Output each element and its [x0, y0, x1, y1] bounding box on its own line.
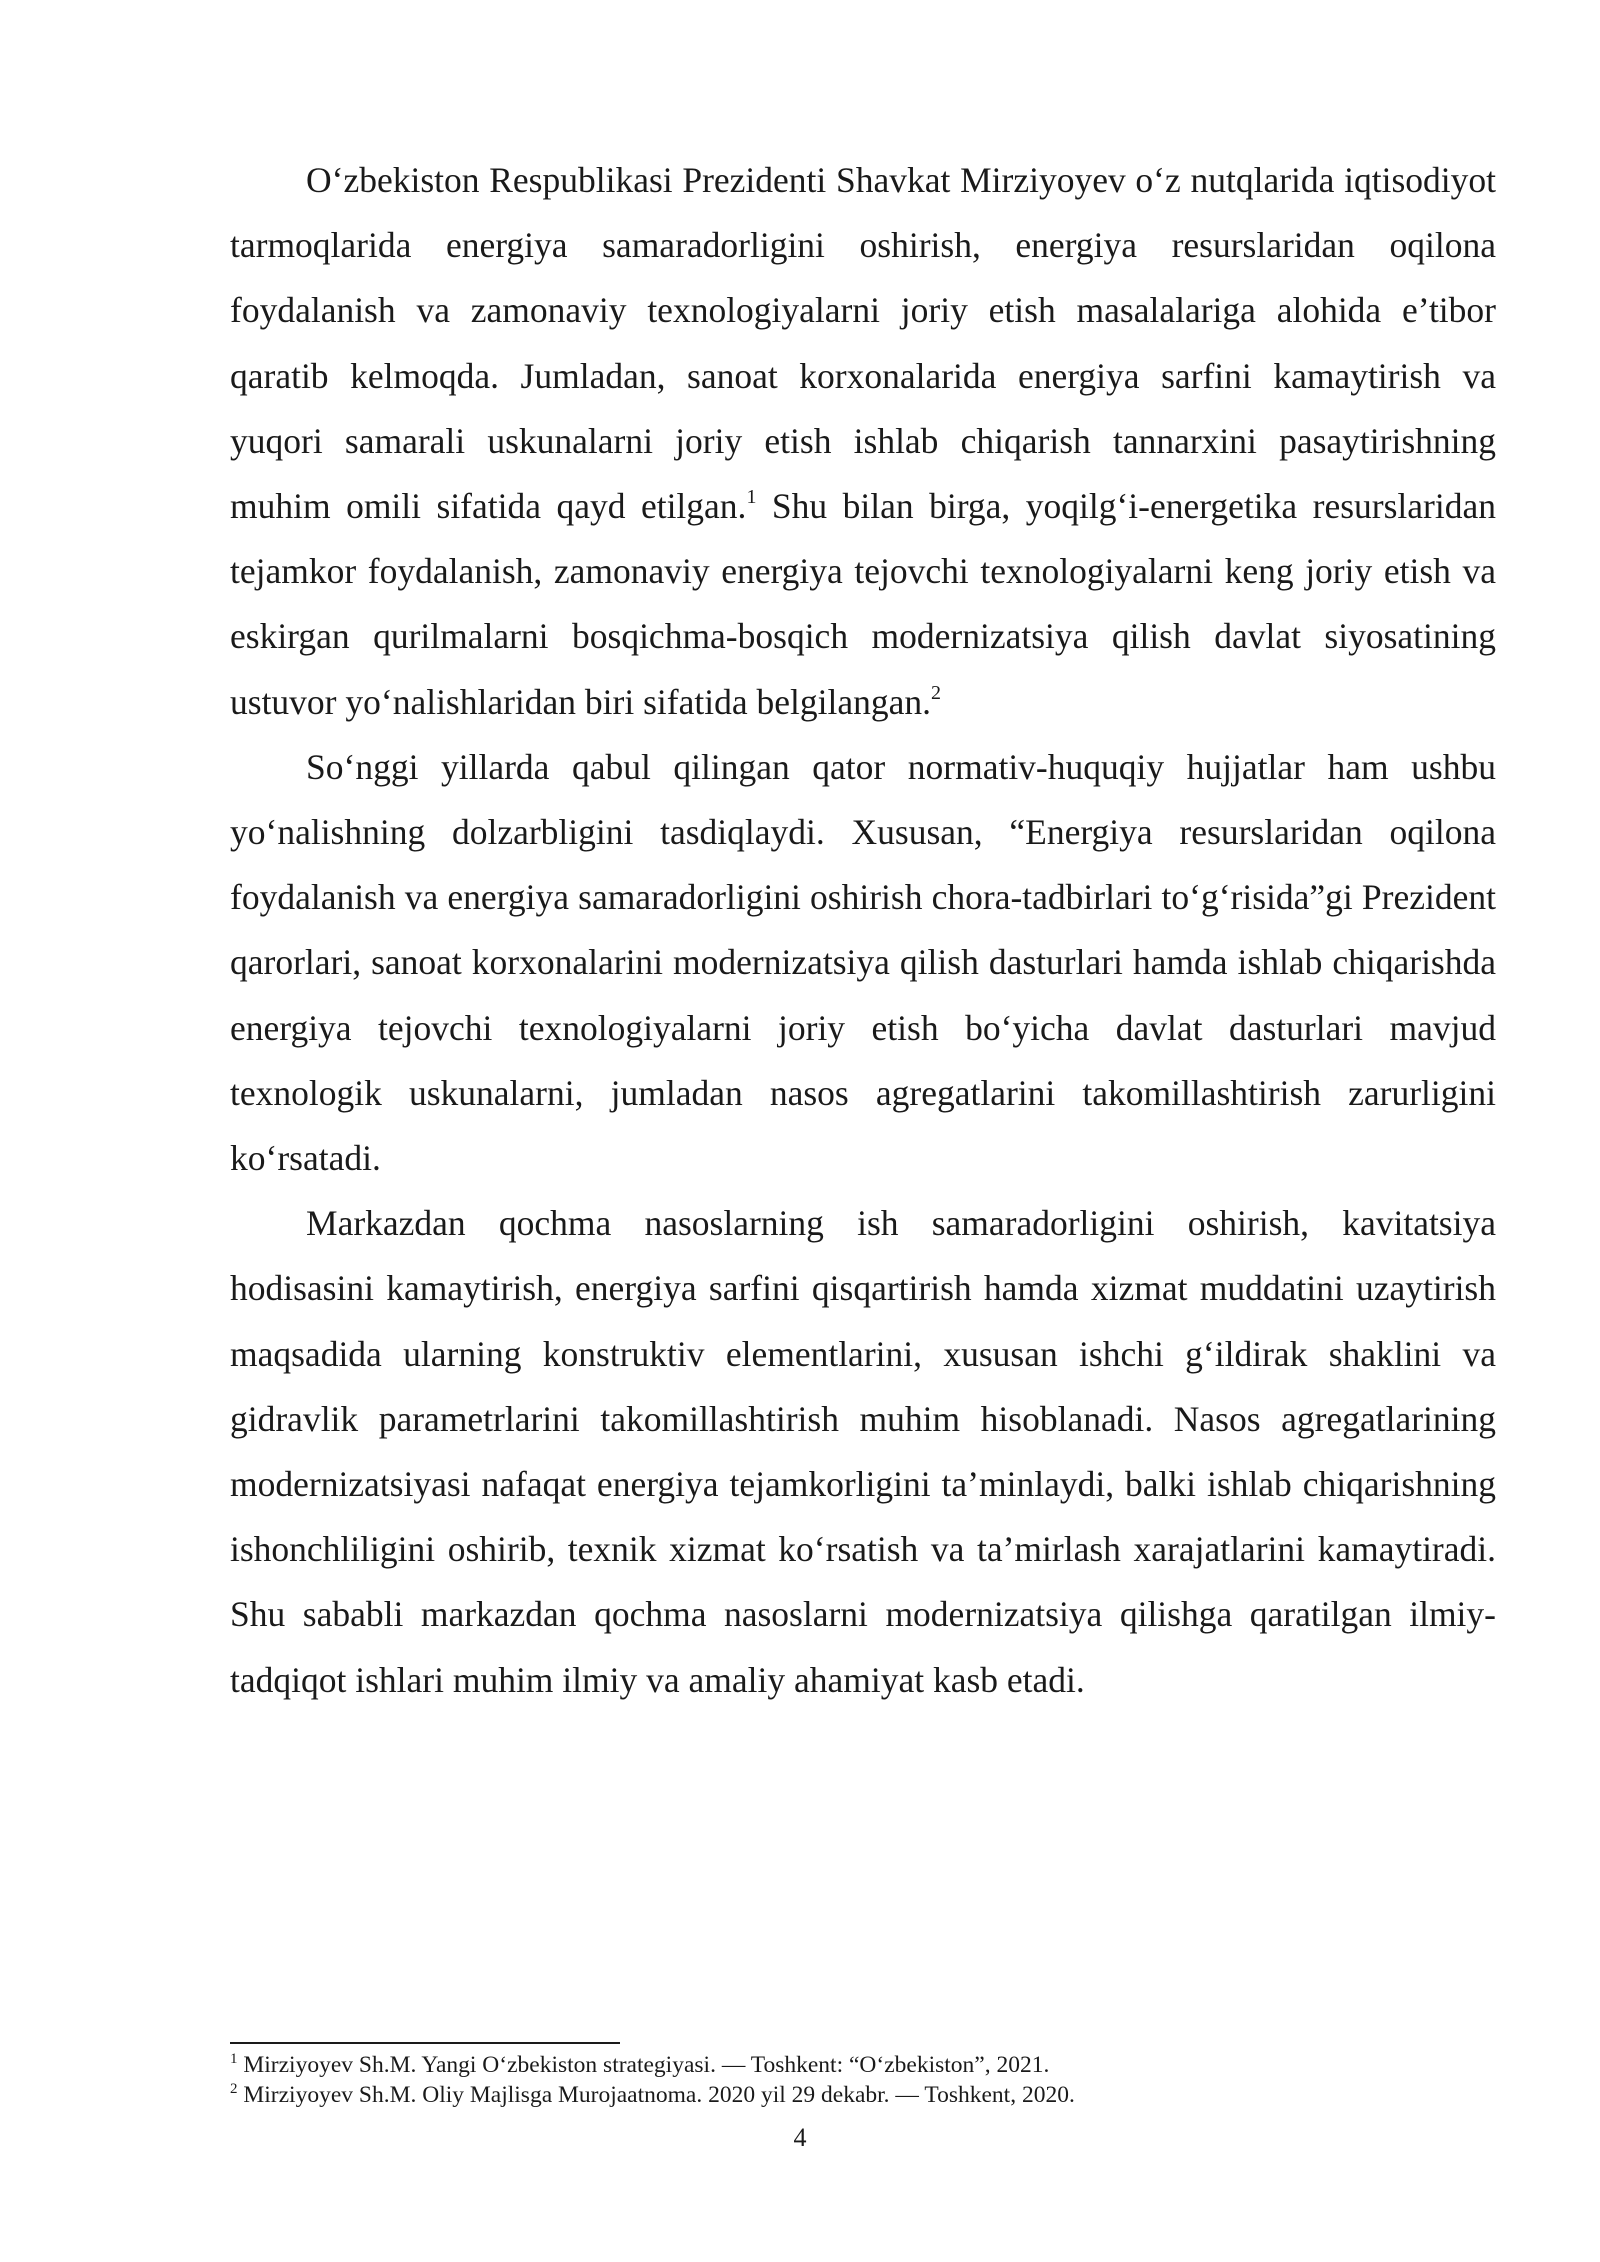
footnote-separator	[230, 2042, 620, 2044]
footnote-ref-2[interactable]: 2	[930, 681, 941, 704]
page-number: 4	[793, 2123, 807, 2152]
paragraph-1-text-b: Shu bilan birga, yoqilg‘i-energetika resurslaridan tejamkor foydalanish, zamonaviy energiya tejovchi texnologiyalarni keng joriy etish va eskirgan qurilmalarni bosqichma-bosqich modernizatsiya qilish davlat siyosatining ustuvor yo‘nalishlaridan biri sifatida belgilangan.	[230, 486, 1496, 722]
footnote-1	[230, 2050, 1496, 2080]
footnote-ref-1[interactable]: 1	[746, 486, 757, 509]
footnote-2-text: Mirziyoyev Sh.M. Oliy Majlisga Murojaatnoma. 2020 yil 29 dekabr. — Toshkent, 2020.	[243, 2082, 1075, 2108]
footnote-1-mark: 1	[230, 2051, 238, 2068]
paragraph-1	[230, 148, 1496, 735]
footnote-2-mark: 2	[230, 2081, 238, 2098]
footnotes	[230, 2050, 1496, 2110]
body-text	[230, 148, 1496, 1713]
footnote-1-text: Mirziyoyev Sh.M. Yangi O‘zbekiston strategiyasi. — Toshkent: “O‘zbekiston”, 2021.	[243, 2052, 1050, 2078]
paragraph-3: Markazdan qochma nasoslarning ish samaradorligini oshirish, kavitatsiya hodisasini kamaytirish, energiya sarfini qisqartirish hamda xizmat muddatini uzaytirish maqsadida ularning konstruktiv elementlarini, xususan ishchi g‘ildirak shaklini va gidravlik parametrlarini takomillashtirish muhim hisoblanadi. Nasos agregatlarining modernizatsiyasi nafaqat energiya tejamkorligini ta’minlaydi, balki ishlab chiqarishning ishonchliligini oshirib, texnik xizmat ko‘rsatish va ta’mirlash xarajatlarini kamaytiradi. Shu sababli markazdan qochma nasoslarni modernizatsiya qilishga qaratilgan ilmiy-tadqiqot ishlari muhim ilmiy va amaliy ahamiyat kasb etadi.	[230, 1203, 1496, 1700]
paragraph-2: So‘nggi yillarda qabul qilingan qator normativ-huquqiy hujjatlar ham ushbu yo‘nalishning dolzarbligini tasdiqlaydi. Xususan, “Energiya resurslaridan oqilona foydalanish va energiya samaradorligini oshirish chora-tadbirlari to‘g‘risida”gi Prezident qarorlari, sanoat korxonalarini modernizatsiya qilish dasturlari hamda ishlab chiqarishda energiya tejovchi texnologiyalarni joriy etish bo‘yicha davlat dasturlari mavjud texnologik uskunalarni, jumladan nasos agregatlarini takomillashtirish zarurligini ko‘rsatadi.	[230, 746, 1496, 1179]
footnote-2	[230, 2080, 1496, 2110]
paragraph-1-text-a: O‘zbekiston Respublikasi Prezidenti Shavkat Mirziyoyev o‘z nutqlarida iqtisodiyot tarmoqlarida energiya samaradorligini oshirish, energiya resurslaridan oqilona foydalanish va zamonaviy texnologiyalarni joriy etish masalalariga alohida e’tibor qaratib kelmoqda. Jumladan, sanoat korxonalarida energiya sarfini kamaytirish va yuqori samarali uskunalarni joriy etish ishlab chiqarish tannarxini pasaytirishning muhim omili sifatida qayd etilgan.	[230, 160, 1496, 527]
